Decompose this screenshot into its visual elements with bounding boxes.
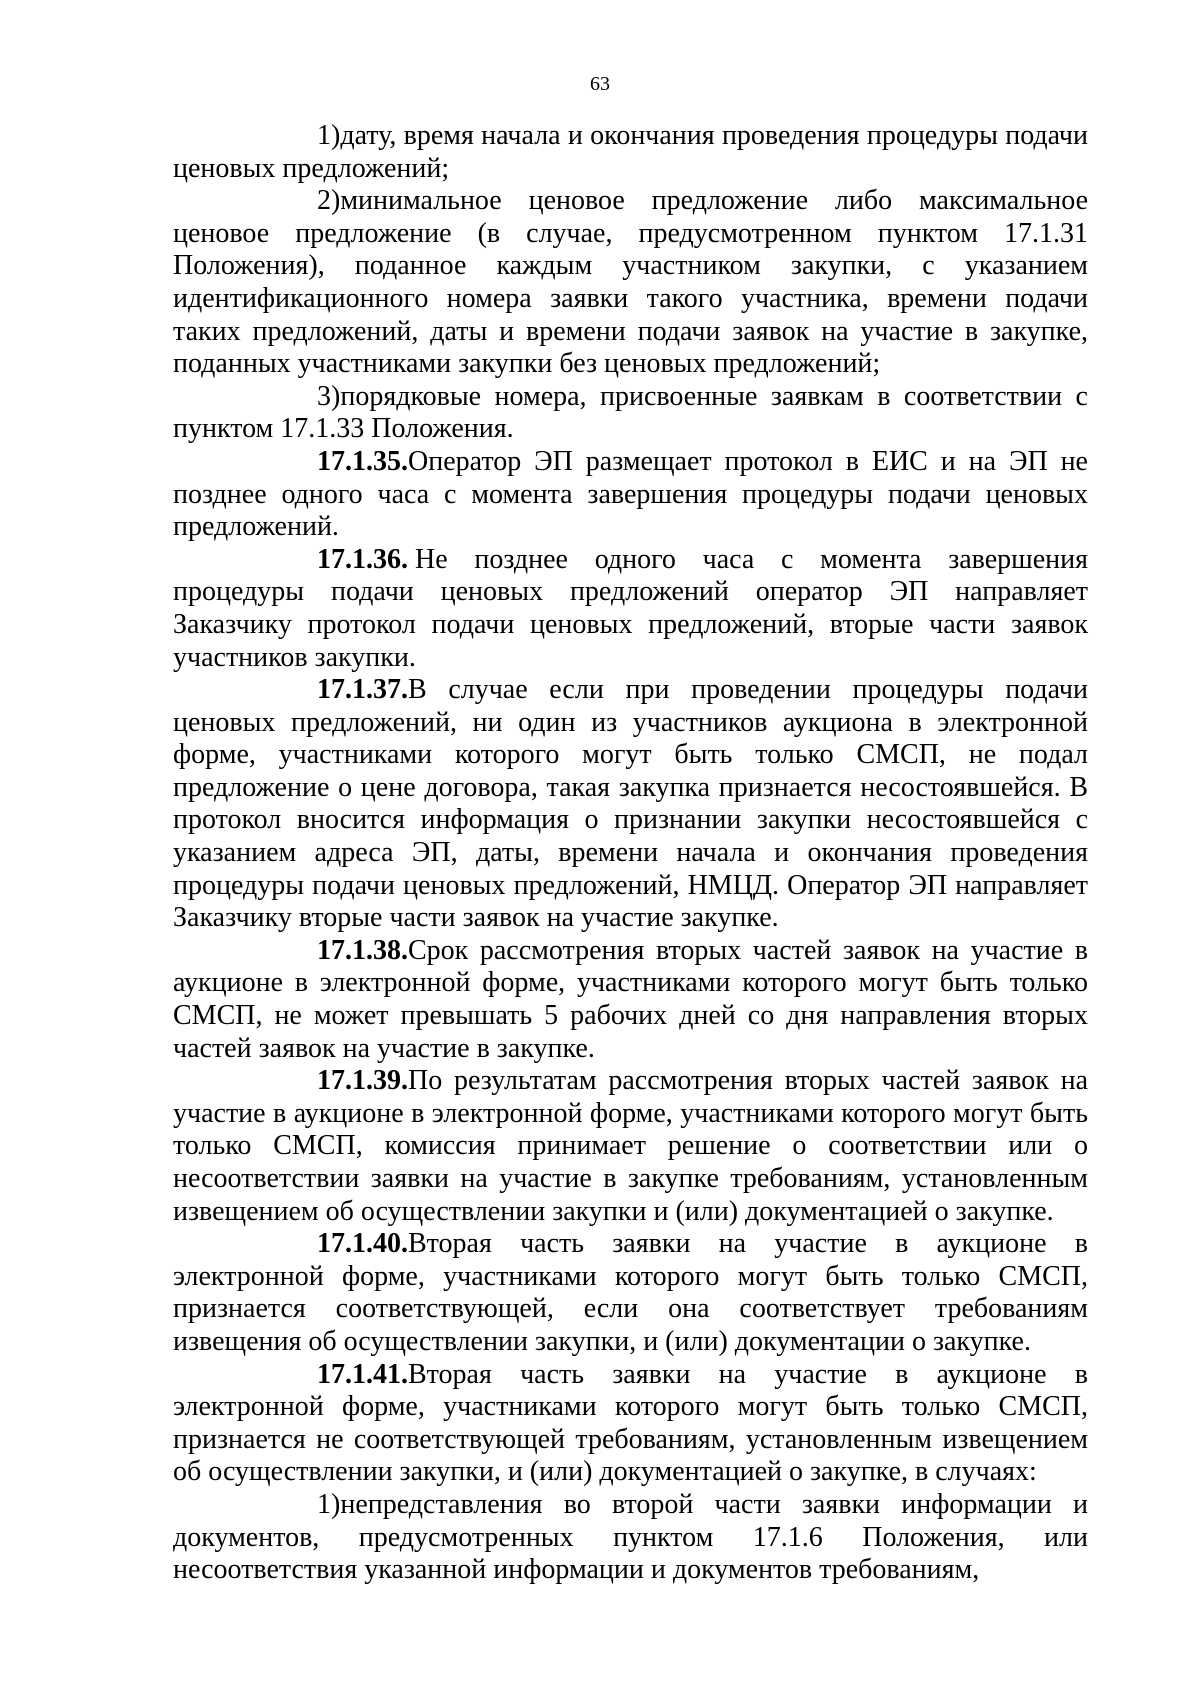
clause-number: 17.1.37. — [317, 674, 408, 706]
list-item — [173, 120, 1088, 185]
list-item — [173, 185, 1088, 381]
clause-text: Срок рассмотрения вторых частей заявок на участие в аукционе в электронной форме, участниками которого могут быть только СМСП, не может превышать 5 рабочих дней со дня направления вторых частей заявок на участие в закупке. — [173, 934, 1088, 1064]
clause-number: 17.1.40. — [317, 1228, 408, 1260]
clause-paragraph — [173, 544, 1088, 674]
clause-paragraph — [173, 935, 1088, 1065]
clause-number: 17.1.35. — [317, 445, 408, 477]
list-marker: 3) — [317, 380, 341, 412]
list-marker: 1) — [317, 120, 341, 151]
list-item-text: дату, время начала и окончания проведения процедуры подачи ценовых предложений; — [173, 120, 1088, 184]
clause-number: 17.1.39. — [317, 1065, 408, 1097]
clause-text: Вторая часть заявки на участие в аукционе в электронной форме, участниками которого могут быть только СМСП, признается не соответствующей требованиям, установленным извещением об осуществлении закупки, и (или) документацией о закупке, в случаях: — [173, 1358, 1088, 1488]
clause-paragraph — [173, 674, 1088, 935]
clause-text: По результатам рассмотрения вторых частей заявок на участие в аукционе в электронной форме, участниками которого могут быть только СМСП, комиссия принимает решение о соответствии или о несоответствии заявки на участие в закупке требованиям, установленным извещением об осуществлении закупки и (или) документацией о закупке. — [173, 1065, 1088, 1227]
clause-paragraph — [173, 446, 1088, 544]
clause-paragraph — [173, 1065, 1088, 1228]
page-number: 63 — [590, 73, 610, 95]
list-item-text: минимальное ценовое предложение либо максимальное ценовое предложение (в случае, предусмотренном пунктом 17.1.31 Положения), поданное каждым участником закупки, с указанием идентификационного номера заявки такого участника, времени подачи таких предложений, даты и времени подачи заявок на участие в закупке, поданных участниками закупки без ценовых предложений; — [173, 185, 1088, 380]
list-marker: 2) — [317, 185, 341, 217]
clause-text: В случае если при проведении процедуры подачи ценовых предложений, ни один из участников аукциона в электронной форме, участниками которого могут быть только СМСП, не подал предложение о цене договора, такая закупка признается несостоявшейся. В протокол вносится информация о признании закупки несостоявшейся с указанием адреса ЭП, даты, времени начала и окончания проведения процедуры подачи ценовых предложений, НМЦД. Оператор ЭП направляет Заказчику вторые части заявок на участие закупке. — [173, 674, 1088, 934]
list-item-text: непредставления во второй части заявки информации и документов, предусмотренных пунктом 17.1.6 Положения, или несоответствия указанной информации и документов требованиям, — [173, 1488, 1088, 1586]
clause-text: Не позднее одного часа с момента завершения процедуры подачи ценовых предложений оператор ЭП направляет Заказчику протокол подачи ценовых предложений, вторые части заявок участников закупки. — [173, 543, 1088, 673]
list-item — [173, 381, 1088, 446]
clause-paragraph — [173, 1228, 1088, 1358]
clause-text: Вторая часть заявки на участие в аукционе в электронной форме, участниками которого могут быть только СМСП, признается соответствующей, если она соответствует требованиям извещения об осуществлении закупки, и (или) документации о закупке. — [173, 1228, 1088, 1357]
list-marker: 1) — [317, 1488, 341, 1520]
document-body — [173, 120, 1088, 1587]
clause-text: Оператор ЭП размещает протокол в ЕИС и на ЭП не позднее одного часа с момента завершения процедуры подачи ценовых предложений. — [173, 445, 1088, 543]
list-item — [173, 1489, 1088, 1587]
list-item-text: порядковые номера, присвоенные заявкам в соответствии с пунктом 17.1.33 Положения. — [173, 380, 1088, 445]
clause-number: 17.1.36. — [317, 543, 408, 575]
clause-paragraph — [173, 1359, 1088, 1489]
clause-number: 17.1.41. — [317, 1358, 408, 1390]
clause-number: 17.1.38. — [317, 934, 408, 966]
